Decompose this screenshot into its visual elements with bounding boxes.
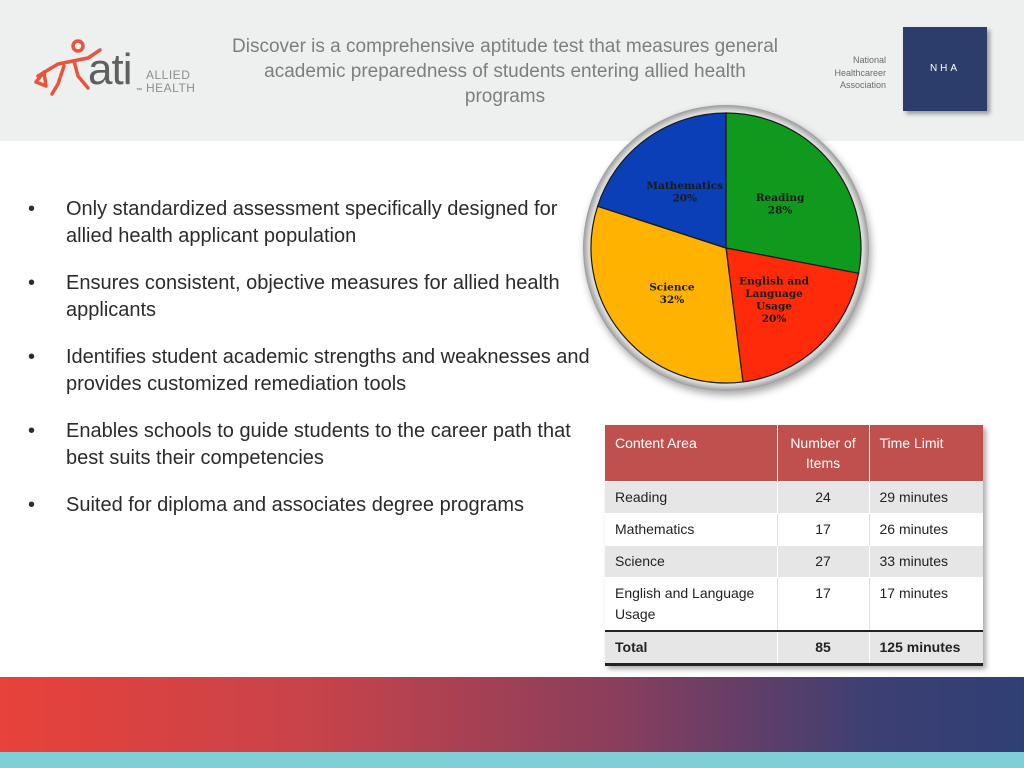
bullet-dot: • bbox=[28, 346, 36, 368]
table-total-row bbox=[605, 631, 983, 665]
bullet-dot: • bbox=[28, 198, 36, 220]
nha-line1: National bbox=[852, 55, 886, 65]
cell-content-area: Reading bbox=[605, 482, 777, 514]
cell-time: 29 minutes bbox=[869, 482, 983, 514]
footer-gradient-bar bbox=[0, 677, 1024, 752]
cell-items: 27 bbox=[777, 546, 869, 578]
bullet-text: Identifies student academic strengths and weaknesses and provides customized remediation tools bbox=[66, 346, 590, 395]
cell-time: 33 minutes bbox=[869, 546, 983, 578]
cell-items: 17 bbox=[777, 578, 869, 632]
bullet-text: Enables schools to guide students to the career path that best suits their competencies bbox=[66, 420, 571, 469]
ati-trademark: ™ bbox=[136, 88, 142, 94]
cell-content-area: Science bbox=[605, 546, 777, 578]
table-header-row bbox=[605, 425, 983, 482]
bullet-text: Only standardized assessment specifically designed for allied health applicant population bbox=[66, 198, 558, 247]
pie-label-reading: Reading 28% bbox=[755, 192, 805, 217]
table-row bbox=[605, 546, 983, 578]
bullet-dot: • bbox=[28, 494, 36, 516]
bullet-item bbox=[28, 492, 594, 519]
pie-label-english-and-language-usage: English and Language Usage 20% bbox=[739, 275, 810, 325]
pie-chart-svg bbox=[582, 106, 872, 396]
pie-label-science: Science 32% bbox=[649, 281, 695, 306]
nha-name bbox=[820, 54, 886, 92]
cell-items: 24 bbox=[777, 482, 869, 514]
content-area-table bbox=[605, 425, 983, 666]
cell-time: 17 minutes bbox=[869, 578, 983, 632]
bullet-item bbox=[28, 418, 594, 472]
total-label: Total bbox=[605, 631, 777, 665]
ati-sub-line1: ALLIED bbox=[146, 68, 191, 82]
bullet-text: Ensures consistent, objective measures for allied health applicants bbox=[66, 272, 560, 321]
ati-wordmark: ati bbox=[88, 45, 132, 94]
content-area-pie-chart bbox=[582, 106, 872, 396]
bullet-item bbox=[28, 344, 594, 398]
content-table bbox=[605, 425, 983, 666]
table-row bbox=[605, 514, 983, 546]
cell-time: 26 minutes bbox=[869, 514, 983, 546]
header-time-limit: Time Limit bbox=[869, 425, 983, 482]
ati-allied-health-logo bbox=[30, 36, 205, 106]
footer-teal-strip bbox=[0, 752, 1024, 768]
cell-items: 17 bbox=[777, 514, 869, 546]
cell-content-area: English and Language Usage bbox=[605, 578, 777, 632]
nha-line2: Healthcareer bbox=[834, 67, 886, 78]
nha-line3: Association bbox=[839, 80, 886, 90]
pie-label-mathematics: Mathematics 20% bbox=[646, 179, 724, 205]
total-items: 85 bbox=[777, 631, 869, 665]
bullet-dot: • bbox=[28, 272, 36, 294]
ati-sub-line2: HEALTH bbox=[146, 81, 196, 95]
cell-content-area: Mathematics bbox=[605, 514, 777, 546]
bullet-item bbox=[28, 196, 594, 250]
nha-logo-badge: NHA bbox=[903, 27, 987, 111]
header-number-of-items: Number of Items bbox=[777, 425, 869, 482]
bullet-item bbox=[28, 270, 594, 324]
table-row bbox=[605, 578, 983, 632]
bullet-text: Suited for diploma and associates degree programs bbox=[66, 494, 525, 516]
bullet-dot: • bbox=[28, 420, 36, 442]
header-content-area: Content Area bbox=[605, 425, 777, 482]
total-time: 125 minutes bbox=[869, 631, 983, 665]
table-row bbox=[605, 482, 983, 514]
page-tagline: Discover is a comprehensive aptitude test that measures general academic preparedness of students entering allied health programs bbox=[232, 36, 778, 107]
ati-subtitle bbox=[146, 69, 195, 95]
feature-bullet-list bbox=[28, 196, 594, 539]
